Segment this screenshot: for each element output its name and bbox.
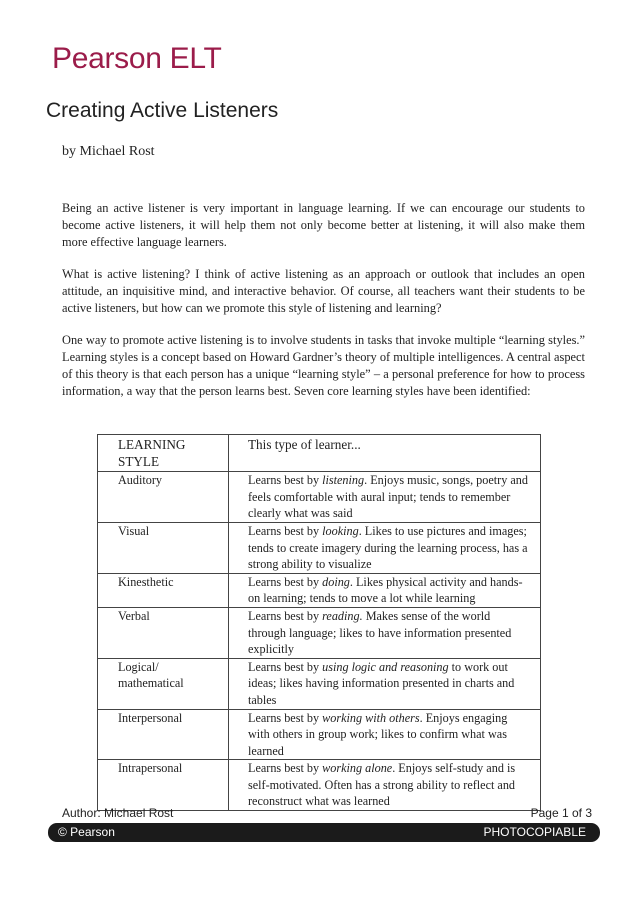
byline: by Michael Rost [62,144,155,159]
learning-styles-table [97,434,541,811]
paragraph-learning-styles: One way to promote active listening is to involve students in tasks that invoke multiple “learning styles.” Learning styles is a concept based on Howard Gardner’s theory of multiple intelligences. A central aspect of this theory is that each person has a unique “learning style” – a personal preference for how to process information, a way that the person learns best. Seven core learning styles have been identified: [62,333,585,398]
description-text: . Likes to use pictures and images; tends to create imagery during the learning process, has a strong ability to visualize [248,523,528,572]
learning-style-description [229,658,541,709]
learning-style-description [229,522,541,573]
learning-style-description [229,760,541,811]
description-text: Learns best by [248,710,323,725]
brand-logo: Pearson ELT [52,42,222,75]
learning-style-name: Verbal [98,607,229,658]
table-row [98,760,541,811]
table-row [98,607,541,658]
description-text: Learns best by [248,473,323,488]
page-number: Page 1 of 3 [530,806,592,820]
footer-bar [48,823,600,842]
table-header-row [98,435,541,472]
description-text: Learns best by [248,659,323,674]
table-row [98,522,541,573]
description-emphasis: reading. [322,608,363,623]
description-emphasis: listening [322,473,365,488]
table-row [98,658,541,709]
photocopiable-label: PHOTOCOPIABLE [483,825,586,839]
description-text: to work out ideas; likes having information presented in charts and tables [248,659,515,707]
table-row [98,573,541,607]
description-text: . Enjoys music, songs, poetry and feels comfortable with aural input; tends to remember clearly what was said [248,473,528,521]
description-text: . Likes physical activity and hands-on learning; tends to move a lot while learning [248,574,523,606]
description-text: Learns best by [248,523,323,538]
description-text: Learns best by [248,574,323,589]
learning-style-name: Auditory [98,472,229,523]
column-header-description: This type of learner... [229,435,541,472]
learning-style-name: Interpersonal [98,709,229,760]
description-text: . Enjoys engaging with others in group work; likes to confirm what was learned [248,710,508,758]
description-text: . Enjoys self-study and is self-motivated. Often has a strong ability to reflect and reconstruct what was learned [248,761,516,809]
column-header-style: LEARNING STYLE [98,435,229,472]
description-text: Makes sense of the world through language; likes to have information presented explicitly [248,608,512,657]
description-emphasis: looking [322,523,359,538]
table-row [98,472,541,523]
description-emphasis: working with others [322,710,420,725]
footer-author: Author: Michael Rost [62,806,174,820]
learning-style-description [229,709,541,760]
paragraph-definition: What is active listening? I think of active listening as an approach or outlook that includes an open attitude, an inquisitive mind, and interactive behavior. Of course, all teachers want their students to be active listeners, but how can we promote this style of listening and learning? [62,267,585,315]
description-emphasis: using logic and reasoning [322,659,449,674]
description-text: Learns best by [248,761,323,776]
learning-style-name: Intrapersonal [98,760,229,811]
copyright-label: © Pearson [58,825,115,839]
learning-style-name: Visual [98,522,229,573]
learning-style-name: Kinesthetic [98,573,229,607]
description-emphasis: doing [322,574,350,589]
description-emphasis: working alone [322,761,393,776]
learning-style-description [229,573,541,607]
page-title: Creating Active Listeners [46,99,279,122]
description-text: Learns best by [248,608,323,623]
table-row [98,709,541,760]
learning-style-description [229,607,541,658]
learning-style-description [229,472,541,523]
paragraph-intro: Being an active listener is very important in language learning. If we can encourage our students to become active listeners, it will help them not only become better at listening, it will also make them more effective language learners. [62,201,585,249]
learning-style-name: Logical/ mathematical [98,658,229,709]
